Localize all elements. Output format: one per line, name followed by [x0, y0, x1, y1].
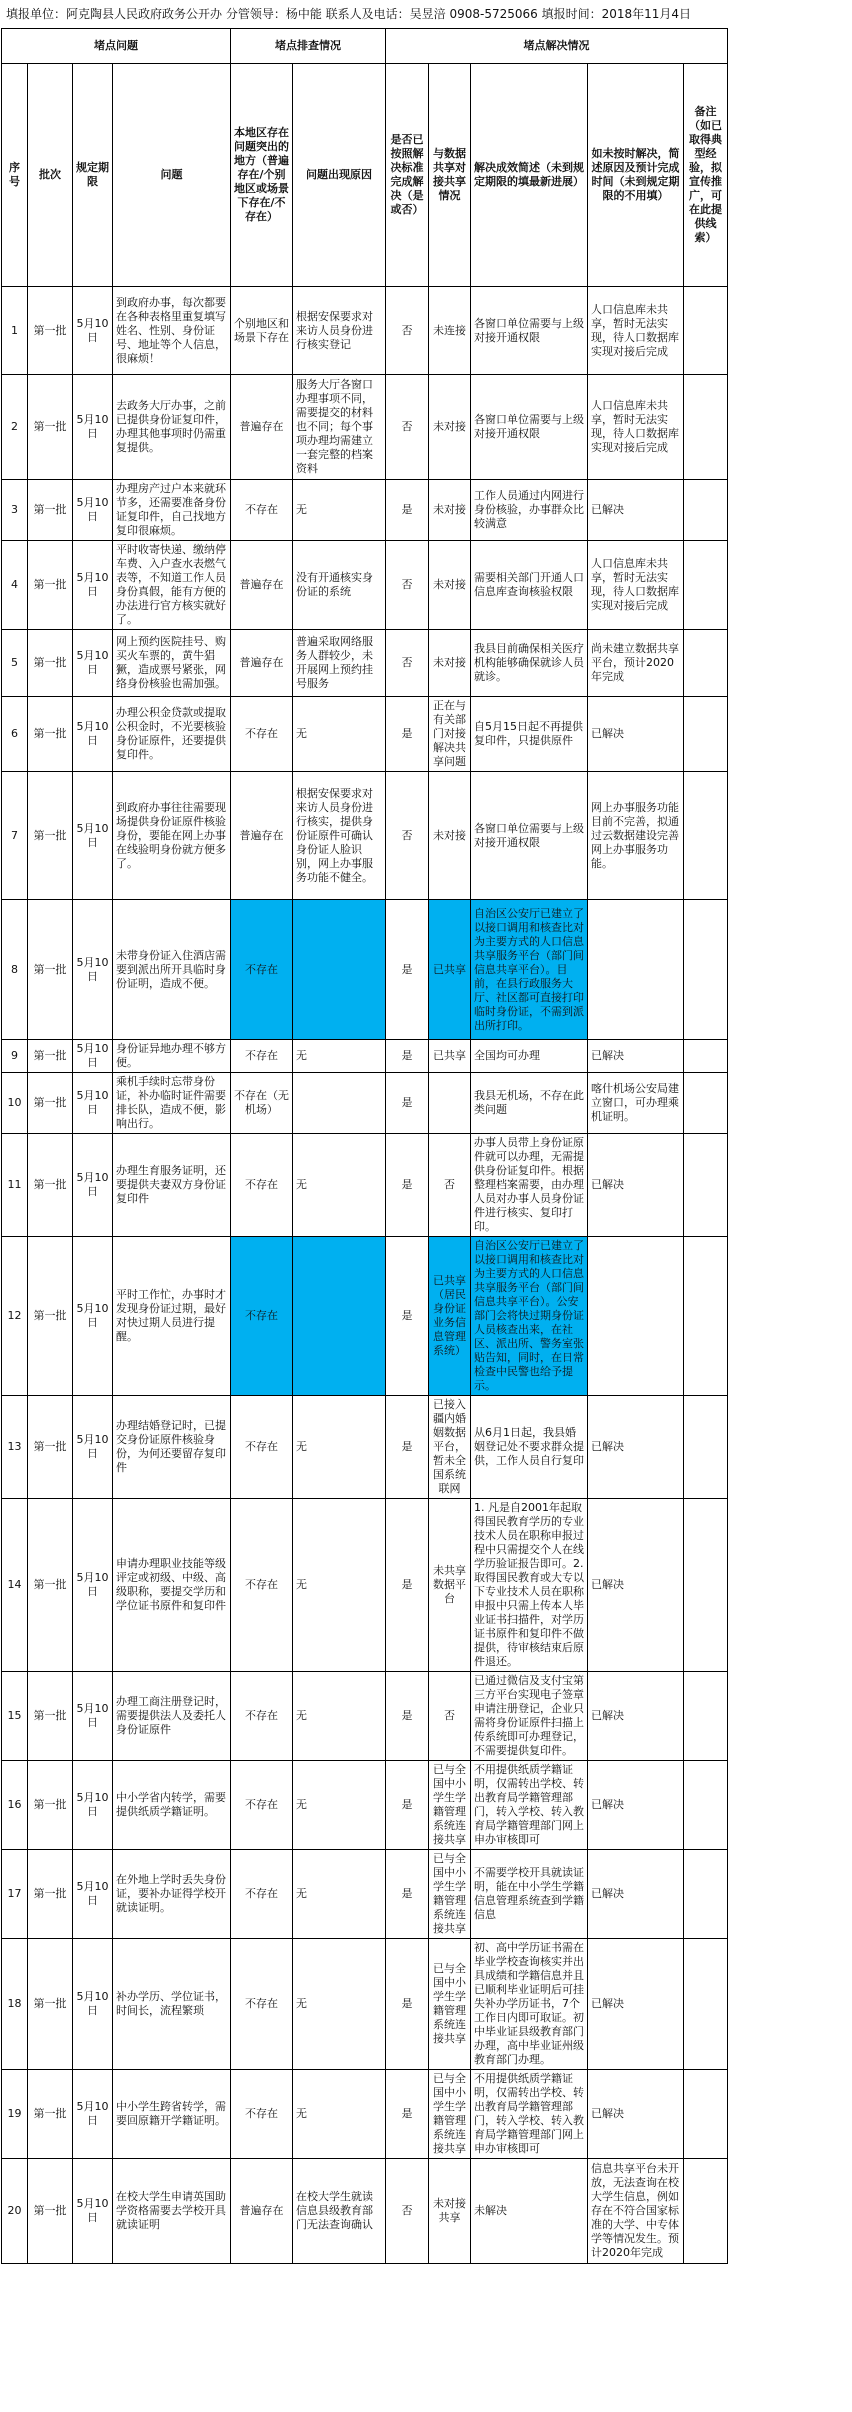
cell-exists: 不存在 — [231, 480, 293, 541]
cell-exists: 普遍存在 — [231, 541, 293, 630]
cell-exists: 不存在 — [231, 1850, 293, 1939]
cell-solved: 是 — [386, 480, 429, 541]
cell-share: 未对接 — [429, 480, 471, 541]
cell-deadline: 5月10日 — [73, 772, 113, 900]
cell-note — [684, 1134, 728, 1237]
table-row — [2, 1134, 852, 1237]
cell-batch: 第一批 — [28, 1499, 73, 1672]
cell-cause: 无 — [293, 1761, 386, 1850]
cell-reason — [588, 1237, 684, 1396]
cell-solved: 是 — [386, 1073, 429, 1134]
cell-batch: 第一批 — [28, 1672, 73, 1761]
cell-solved: 是 — [386, 697, 429, 772]
cell-note — [684, 1850, 728, 1939]
cell-exists: 不存在 — [231, 1134, 293, 1237]
blank-margin — [728, 772, 852, 900]
cell-cause: 普遍采取网络服务人群较少，未开展网上预约挂号服务 — [293, 630, 386, 697]
cell-batch: 第一批 — [28, 541, 73, 630]
table-row — [2, 1499, 852, 1672]
cell-cause: 无 — [293, 1040, 386, 1073]
cell-deadline: 5月10日 — [73, 2159, 113, 2264]
cell-share: 未连接 — [429, 287, 471, 375]
cell-deadline: 5月10日 — [73, 1499, 113, 1672]
cell-cause: 根据安保要求对来访人员身份进行核实，提供身份证原件可确认身份证人脸识别，网上办事服务功能不健全。 — [293, 772, 386, 900]
cell-reason: 已解决 — [588, 1939, 684, 2070]
cell-cause: 无 — [293, 1134, 386, 1237]
cell-problem: 申请办理职业技能等级评定或初级、中级、高级职称，要提交学历和学位证书原件和复印件 — [113, 1499, 231, 1672]
cell-effect: 各窗口单位需要与上级对接开通权限 — [471, 375, 588, 480]
cell-reason: 已解决 — [588, 697, 684, 772]
cell-problem: 中小学省内转学，需要提供纸质学籍证明。 — [113, 1761, 231, 1850]
cell-note — [684, 1761, 728, 1850]
cell-exists: 不存在 — [231, 2070, 293, 2159]
table-row — [2, 480, 852, 541]
cell-reason: 网上办事服务功能目前不完善，拟通过云数据建设完善网上办事服务功能。 — [588, 772, 684, 900]
table-row — [2, 1040, 852, 1073]
cell-solved: 否 — [386, 772, 429, 900]
cell-batch: 第一批 — [28, 1073, 73, 1134]
cell-seq: 17 — [2, 1850, 28, 1939]
cell-reason: 已解决 — [588, 1396, 684, 1499]
group-header-problem: 堵点问题 — [2, 29, 231, 64]
cell-problem: 办理房产过户本来就环节多，还需要准备身份证复印件，自己找地方复印很麻烦。 — [113, 480, 231, 541]
cell-problem: 未带身份证入住酒店需要到派出所开具临时身份证明，造成不便。 — [113, 900, 231, 1040]
table-row — [2, 2070, 852, 2159]
cell-seq: 10 — [2, 1073, 28, 1134]
cell-deadline: 5月10日 — [73, 287, 113, 375]
cell-seq: 5 — [2, 630, 28, 697]
cell-effect: 自治区公安厅已建立了以接口调用和核查比对为主要方式的人口信息共享服务平台（部门间信息共享平台）。目前，在县行政服务大厅、社区都可直接打印临时身份证，不需到派出所打印。 — [471, 900, 588, 1040]
blank-margin — [728, 287, 852, 375]
cell-batch: 第一批 — [28, 697, 73, 772]
cell-effect: 未解决 — [471, 2159, 588, 2264]
cell-exists: 不存在 — [231, 697, 293, 772]
cell-effect: 不用提供纸质学籍证明，仅需转出学校、转出教育局学籍管理部门，转入学校、转入教育局学籍管理部门网上申办审核即可 — [471, 1761, 588, 1850]
blank-margin — [728, 1499, 852, 1672]
col-header-exists: 本地区存在问题突出的地方（普遍存在/个别地区或场景下存在/不存在） — [231, 64, 293, 287]
cell-cause: 无 — [293, 1939, 386, 2070]
cell-note — [684, 1396, 728, 1499]
table-body — [2, 287, 852, 2264]
cell-solved: 是 — [386, 1939, 429, 2070]
table-row — [2, 375, 852, 480]
cell-reason: 已解决 — [588, 1672, 684, 1761]
cell-solved: 否 — [386, 375, 429, 480]
cell-share: 否 — [429, 1134, 471, 1237]
cell-share: 已与全国中小学生学籍管理系统连接共享 — [429, 2070, 471, 2159]
cell-exists: 不存在 — [231, 1396, 293, 1499]
cell-problem: 办理工商注册登记时，需要提供法人及委托人身份证原件 — [113, 1672, 231, 1761]
cell-solved: 否 — [386, 541, 429, 630]
cell-effect: 自治区公安厅已建立了以接口调用和核查比对为主要方式的人口信息共享服务平台（部门间信息共享平台）。公安部门会将快过期身份证人员核查出来，在社区、派出所、警务室张贴告知，同时，在日常检查中民警也给予提示。 — [471, 1237, 588, 1396]
cell-seq: 14 — [2, 1499, 28, 1672]
cell-batch: 第一批 — [28, 2159, 73, 2264]
cell-reason: 已解决 — [588, 480, 684, 541]
cell-cause: 无 — [293, 1672, 386, 1761]
cell-exists: 不存在 — [231, 1040, 293, 1073]
report-header: 填报单位：阿克陶县人民政府政务公开办 分管领导：杨中能 联系人及电话：吴昱涪 0908-5725066 填报时间：2018年11月4日 — [6, 7, 692, 21]
cell-problem: 中小学生跨省转学，需要回原籍开学籍证明。 — [113, 2070, 231, 2159]
cell-exists: 普遍存在 — [231, 630, 293, 697]
cell-solved: 是 — [386, 1134, 429, 1237]
cell-solved: 是 — [386, 1499, 429, 1672]
table-row — [2, 900, 852, 1040]
cell-cause: 无 — [293, 1850, 386, 1939]
cell-share — [429, 1073, 471, 1134]
col-header-note: 备注（如已取得典型经验，拟宣传推广，可在此提供线索） — [684, 64, 728, 287]
table-row — [2, 697, 852, 772]
cell-reason: 已解决 — [588, 1499, 684, 1672]
blank-margin — [728, 1073, 852, 1134]
col-header-effect: 解决成效简述（未到规定期限的填最新进展） — [471, 64, 588, 287]
cell-problem: 在外地上学时丢失身份证，要补办证得学校开就读证明。 — [113, 1850, 231, 1939]
cell-seq: 13 — [2, 1396, 28, 1499]
table-row — [2, 541, 852, 630]
blank-margin — [728, 1850, 852, 1939]
cell-share: 未共享数据平台 — [429, 1499, 471, 1672]
cell-share: 未对接 — [429, 375, 471, 480]
cell-reason: 尚未建立数据共享平台，预计2020年完成 — [588, 630, 684, 697]
cell-batch: 第一批 — [28, 480, 73, 541]
cell-cause: 无 — [293, 1396, 386, 1499]
cell-seq: 3 — [2, 480, 28, 541]
cell-seq: 1 — [2, 287, 28, 375]
cell-effect: 1. 凡是自2001年起取得国民教育学历的专业技术人员在职称申报过程中只需提交个人在线学历验证报告即可。2. 取得国民教育或大专以下专业技术人员在职称申报中只需上传本人毕业证书扫描件，对学历证书原件和复印件不做提供，待审核结束后原件退还。 — [471, 1499, 588, 1672]
cell-reason: 已解决 — [588, 1761, 684, 1850]
blank-margin — [728, 630, 852, 697]
cell-exists: 不存在 — [231, 1499, 293, 1672]
cell-exists: 个别地区和场景下存在 — [231, 287, 293, 375]
cell-share: 已共享 — [429, 900, 471, 1040]
cell-deadline: 5月10日 — [73, 1761, 113, 1850]
cell-cause — [293, 1237, 386, 1396]
cell-share: 否 — [429, 1672, 471, 1761]
cell-note — [684, 900, 728, 1040]
cell-note — [684, 2159, 728, 2264]
cell-exists: 不存在 — [231, 900, 293, 1040]
table-row — [2, 1396, 852, 1499]
cell-solved: 否 — [386, 287, 429, 375]
cell-share: 未对接 — [429, 772, 471, 900]
col-header-batch: 批次 — [28, 64, 73, 287]
cell-effect: 我县无机场，不存在此类问题 — [471, 1073, 588, 1134]
cell-cause — [293, 1073, 386, 1134]
cell-note — [684, 1499, 728, 1672]
cell-deadline: 5月10日 — [73, 375, 113, 480]
cell-batch: 第一批 — [28, 1396, 73, 1499]
cell-batch: 第一批 — [28, 1237, 73, 1396]
cell-exists: 不存在 — [231, 1939, 293, 2070]
cell-seq: 12 — [2, 1237, 28, 1396]
cell-note — [684, 1939, 728, 2070]
cell-batch: 第一批 — [28, 287, 73, 375]
blank-margin — [728, 2070, 852, 2159]
cell-share: 已与全国中小学生学籍管理系统连接共享 — [429, 1939, 471, 2070]
cell-problem: 办理公积金贷款或提取公积金时，不光要核验身份证原件，还要提供复印件。 — [113, 697, 231, 772]
cell-problem: 乘机手续时忘带身份证，补办临时证件需要排长队，造成不便，影响出行。 — [113, 1073, 231, 1134]
cell-exists: 不存在（无机场） — [231, 1073, 293, 1134]
cell-solved: 是 — [386, 2070, 429, 2159]
cell-effect: 全国均可办理 — [471, 1040, 588, 1073]
cell-problem: 网上预约医院挂号、购买火车票的，黄牛猖獗，造成票号紧张，网络身份核验也需加强。 — [113, 630, 231, 697]
col-header-reason: 如未按时解决，简述原因及预计完成时间（未到规定期限的不用填） — [588, 64, 684, 287]
cell-seq: 11 — [2, 1134, 28, 1237]
cell-exists: 普遍存在 — [231, 2159, 293, 2264]
cell-note — [684, 480, 728, 541]
table-row — [2, 630, 852, 697]
cell-cause: 没有开通核实身份证的系统 — [293, 541, 386, 630]
cell-exists: 普遍存在 — [231, 772, 293, 900]
blank-margin — [728, 1040, 852, 1073]
cell-batch: 第一批 — [28, 900, 73, 1040]
cell-note — [684, 1040, 728, 1073]
cell-seq: 20 — [2, 2159, 28, 2264]
cell-reason: 已解决 — [588, 1134, 684, 1237]
cell-solved: 是 — [386, 900, 429, 1040]
table-row — [2, 1850, 852, 1939]
col-header-solved: 是否已按照解决标准完成解决（是或否） — [386, 64, 429, 287]
cell-share: 未对接 — [429, 541, 471, 630]
cell-deadline: 5月10日 — [73, 1939, 113, 2070]
cell-reason: 已解决 — [588, 2070, 684, 2159]
cell-reason: 人口信息库未共享，暂时无法实现，待人口数据库实现对接后完成 — [588, 541, 684, 630]
cell-share: 已与全国中小学生学籍管理系统连接共享 — [429, 1761, 471, 1850]
cell-solved: 否 — [386, 630, 429, 697]
cell-solved: 是 — [386, 1040, 429, 1073]
cell-exists: 普遍存在 — [231, 375, 293, 480]
blank-margin — [728, 900, 852, 1040]
cell-batch: 第一批 — [28, 1761, 73, 1850]
blank-margin — [728, 541, 852, 630]
cell-effect: 初、高中学历证书需在毕业学校查询核实并出具成绩和学籍信息并且已顺利毕业证明后可挂失补办学历证书，7个工作日内即可取证。初中毕业证县级教育部门办理，高中毕业证州级教育部门办理。 — [471, 1939, 588, 2070]
cell-problem: 去政务大厅办事，之前已提供身份证复印件，办理其他事项时仍需重复提供。 — [113, 375, 231, 480]
cell-seq: 4 — [2, 541, 28, 630]
blank-margin — [728, 697, 852, 772]
cell-note — [684, 287, 728, 375]
cell-share: 已共享（居民身份证业务信息管理系统） — [429, 1237, 471, 1396]
cell-share: 已接入疆内婚姻数据平台，暂未全国系统联网 — [429, 1396, 471, 1499]
cell-cause — [293, 900, 386, 1040]
cell-batch: 第一批 — [28, 630, 73, 697]
cell-batch: 第一批 — [28, 2070, 73, 2159]
cell-share: 已共享 — [429, 1040, 471, 1073]
cell-exists: 不存在 — [231, 1761, 293, 1850]
table-row — [2, 1672, 852, 1761]
blank-margin — [728, 1134, 852, 1237]
cell-problem: 办理结婚登记时，已提交身份证原件核验身份，为何还要留存复印件 — [113, 1396, 231, 1499]
table-row — [2, 1073, 852, 1134]
cell-note — [684, 1073, 728, 1134]
cell-deadline: 5月10日 — [73, 1396, 113, 1499]
cell-problem: 到政府办事，每次都要在各种表格里重复填写姓名、性别、身份证号、地址等个人信息，很麻烦！ — [113, 287, 231, 375]
cell-solved: 否 — [386, 2159, 429, 2264]
cell-problem: 在校大学生申请英国助学资格需要去学校开具就读证明 — [113, 2159, 231, 2264]
cell-deadline: 5月10日 — [73, 900, 113, 1040]
cell-solved: 是 — [386, 1396, 429, 1499]
cell-cause: 根据安保要求对来访人员身份进行核实登记 — [293, 287, 386, 375]
cell-effect: 各窗口单位需要与上级对接开通权限 — [471, 287, 588, 375]
cell-deadline: 5月10日 — [73, 1672, 113, 1761]
cell-reason — [588, 900, 684, 1040]
table-row — [2, 1939, 852, 2070]
cell-note — [684, 772, 728, 900]
cell-deadline: 5月10日 — [73, 697, 113, 772]
cell-batch: 第一批 — [28, 1850, 73, 1939]
cell-effect: 自5月15日起不再提供复印件，只提供原件 — [471, 697, 588, 772]
cell-effect: 已通过微信及支付宝第三方平台实现电子签章申请注册登记，企业只需将身份证原件扫描上传系统即可办理登记，不需要提供复印件。 — [471, 1672, 588, 1761]
cell-reason: 已解决 — [588, 1850, 684, 1939]
col-header-cause: 问题出现原因 — [293, 64, 386, 287]
cell-share: 未对接 — [429, 630, 471, 697]
cell-batch: 第一批 — [28, 1939, 73, 2070]
cell-note — [684, 697, 728, 772]
cell-effect: 工作人员通过内网进行身份核验，办事群众比较满意 — [471, 480, 588, 541]
cell-effect: 办事人员带上身份证原件就可以办理，无需提供身份证复印件。根据整理档案需要，由办理人员对办事人员身份证件进行核实、复印打印。 — [471, 1134, 588, 1237]
cell-effect: 不用提供纸质学籍证明，仅需转出学校、转出教育局学籍管理部门，转入学校、转入教育局学籍管理部门网上申办审核即可 — [471, 2070, 588, 2159]
table-row — [2, 287, 852, 375]
cell-deadline: 5月10日 — [73, 1850, 113, 1939]
cell-cause: 无 — [293, 697, 386, 772]
cell-reason: 人口信息库未共享，暂时无法实现，待人口数据库实现对接后完成 — [588, 375, 684, 480]
cell-deadline: 5月10日 — [73, 630, 113, 697]
cell-exists: 不存在 — [231, 1237, 293, 1396]
table-row — [2, 1761, 852, 1850]
table-row — [2, 1237, 852, 1396]
cell-reason: 人口信息库未共享，暂时无法实现，待人口数据库实现对接后完成 — [588, 287, 684, 375]
cell-batch: 第一批 — [28, 375, 73, 480]
cell-seq: 8 — [2, 900, 28, 1040]
cell-exists: 不存在 — [231, 1672, 293, 1761]
cell-deadline: 5月10日 — [73, 1073, 113, 1134]
cell-share: 已与全国中小学生学籍管理系统连接共享 — [429, 1850, 471, 1939]
col-header-deadline: 规定期限 — [73, 64, 113, 287]
cell-note — [684, 2070, 728, 2159]
cell-seq: 15 — [2, 1672, 28, 1761]
cell-seq: 18 — [2, 1939, 28, 2070]
cell-batch: 第一批 — [28, 1040, 73, 1073]
issue-table — [1, 28, 852, 2264]
cell-effect: 需要相关部门开通人口信息库查询核验权限 — [471, 541, 588, 630]
cell-seq: 16 — [2, 1761, 28, 1850]
cell-seq: 19 — [2, 2070, 28, 2159]
cell-deadline: 5月10日 — [73, 1237, 113, 1396]
blank-margin — [728, 2159, 852, 2264]
blank-margin — [728, 1939, 852, 2070]
cell-batch: 第一批 — [28, 1134, 73, 1237]
cell-note — [684, 541, 728, 630]
blank-margin — [728, 1672, 852, 1761]
cell-solved: 是 — [386, 1672, 429, 1761]
cell-problem: 平时收寄快递、缴纳停车费、入户查水表燃气表等，不知道工作人员身份真假，能有方便的办法进行官方核实就好了。 — [113, 541, 231, 630]
cell-effect: 我县目前确保相关医疗机构能够确保就诊人员就诊。 — [471, 630, 588, 697]
cell-note — [684, 1237, 728, 1396]
cell-deadline: 5月10日 — [73, 1134, 113, 1237]
cell-reason: 信息共享平台未开放，无法查询在校大学生信息，例如存在不符合国家标准的大学、中专体学等情况发生。预计2020年完成 — [588, 2159, 684, 2264]
cell-note — [684, 1672, 728, 1761]
table-row — [2, 2159, 852, 2264]
cell-reason: 喀什机场公安局建立窗口，可办理乘机证明。 — [588, 1073, 684, 1134]
col-header-problem: 问题 — [113, 64, 231, 287]
cell-problem: 身份证异地办理不够方便。 — [113, 1040, 231, 1073]
cell-deadline: 5月10日 — [73, 541, 113, 630]
col-header-seq: 序号 — [2, 64, 28, 287]
cell-cause: 服务大厅各窗口办理事项不同，需要提交的材料也不同；每个事项办理均需建立一套完整的档案资料 — [293, 375, 386, 480]
cell-problem: 补办学历、学位证书，时间长，流程繁琐 — [113, 1939, 231, 2070]
cell-problem: 平时工作忙，办事时才发现身份证过期，最好对快过期人员进行提醒。 — [113, 1237, 231, 1396]
cell-share: 未对接共享 — [429, 2159, 471, 2264]
blank-margin — [728, 480, 852, 541]
cell-seq: 2 — [2, 375, 28, 480]
cell-seq: 9 — [2, 1040, 28, 1073]
cell-batch: 第一批 — [28, 772, 73, 900]
cell-note — [684, 375, 728, 480]
table-row — [2, 772, 852, 900]
cell-seq: 6 — [2, 697, 28, 772]
group-header-check: 堵点排查情况 — [231, 29, 386, 64]
col-header-share: 与数据共享对接共享情况 — [429, 64, 471, 287]
cell-problem: 办理生育服务证明，还要提供夫妻双方身份证复印件 — [113, 1134, 231, 1237]
cell-deadline: 5月10日 — [73, 2070, 113, 2159]
blank-margin — [728, 375, 852, 480]
blank-margin — [728, 1396, 852, 1499]
cell-reason: 已解决 — [588, 1040, 684, 1073]
cell-cause: 无 — [293, 1499, 386, 1672]
cell-seq: 7 — [2, 772, 28, 900]
cell-solved: 是 — [386, 1237, 429, 1396]
blank-margin — [728, 29, 852, 287]
cell-deadline: 5月10日 — [73, 1040, 113, 1073]
blank-margin — [728, 1761, 852, 1850]
cell-cause: 在校大学生就读信息县级教育部门无法查询确认 — [293, 2159, 386, 2264]
cell-solved: 是 — [386, 1850, 429, 1939]
cell-cause: 无 — [293, 2070, 386, 2159]
cell-solved: 是 — [386, 1761, 429, 1850]
blank-margin — [728, 1237, 852, 1396]
group-header-solution: 堵点解决情况 — [386, 29, 728, 64]
cell-effect: 不需要学校开具就读证明，能在中小学生学籍信息管理系统查到学籍信息 — [471, 1850, 588, 1939]
cell-cause: 无 — [293, 480, 386, 541]
cell-problem: 到政府办事往往需要现场提供身份证原件核验身份，要能在网上办事在线验明身份就方便多了。 — [113, 772, 231, 900]
cell-effect: 各窗口单位需要与上级对接开通权限 — [471, 772, 588, 900]
cell-deadline: 5月10日 — [73, 480, 113, 541]
cell-share: 正在与有关部门对接解决共享问题 — [429, 697, 471, 772]
cell-note — [684, 630, 728, 697]
cell-effect: 从6月1日起，我县婚姻登记处不要求群众提供，工作人员自行复印 — [471, 1396, 588, 1499]
